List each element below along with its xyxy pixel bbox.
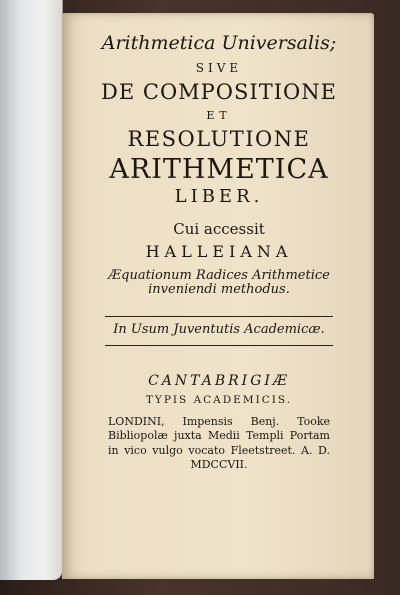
imprint: LONDINI, Impensis Benj. Tooke Bibliopolæ juxta Medii Templi Portam in vico vulgo vocato Fleetstreet. A. D. MDCCVII. bbox=[108, 414, 330, 472]
title-line-5: RESOLUTIONE bbox=[127, 127, 311, 152]
title-line-2: SIVE bbox=[195, 60, 243, 75]
motto: In Usum Juventutis Academicæ. bbox=[113, 321, 325, 337]
place-of-publication: CANTABRIGIÆ bbox=[148, 372, 290, 389]
title-line-3: DE COMPOSITIONE bbox=[101, 80, 337, 105]
title-line-7: LIBER. bbox=[174, 186, 264, 208]
motto-block bbox=[78, 316, 360, 346]
title-line-4: ET bbox=[206, 109, 232, 123]
printer: TYPIS ACADEMICIS. bbox=[145, 394, 293, 407]
title-line-9: HALLEIANA bbox=[145, 242, 293, 262]
bottom-rule bbox=[105, 345, 333, 346]
title-line-8: Cui accessit bbox=[173, 219, 265, 238]
title-line-10b: inveniendi methodus. bbox=[148, 282, 290, 298]
title-page-content bbox=[78, 33, 360, 473]
title-line-6: ARITHMETICA bbox=[109, 154, 329, 186]
title-line-1: Arithmetica Universalis; bbox=[101, 32, 337, 54]
facing-page bbox=[0, 0, 63, 580]
title-line-10a: Æquationum Radices Arithmetice bbox=[108, 267, 330, 283]
